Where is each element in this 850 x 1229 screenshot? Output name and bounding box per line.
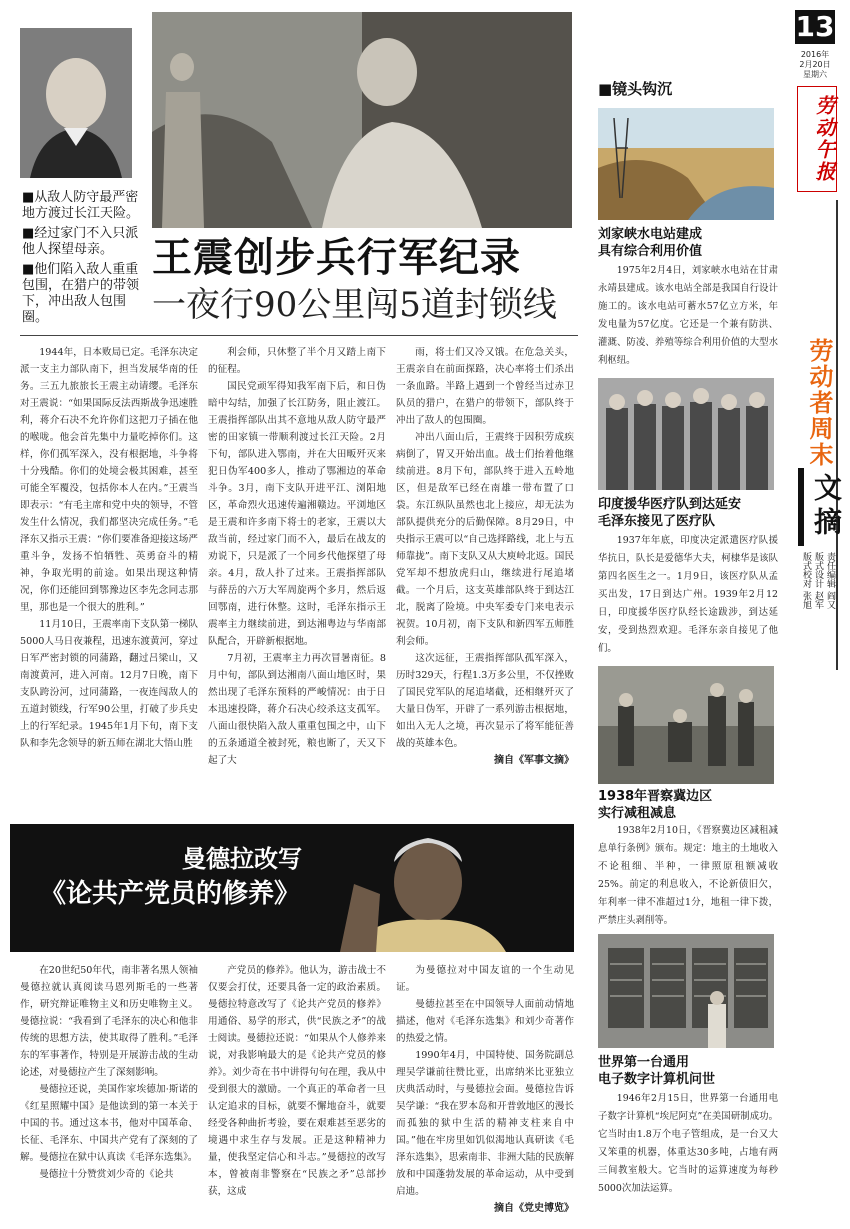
portrait-photo: [20, 28, 132, 178]
mandela-banner: [10, 824, 574, 952]
article-source: 摘自《军事文摘》: [494, 755, 574, 766]
eniac-photo: [598, 934, 774, 1048]
key-points: [22, 190, 140, 326]
sidebar-item-body: 1946年2月15日，世界第一台通用电子数字计算机“埃尼阿克”在美国研制成功。它当时由1.8万个电子管组成，是一台又大又笨重的机器，体重达30多吨，占地有两三间教室般大。它当时的运算速度为每秒5000次加法运算。: [598, 1093, 778, 1194]
credits: 责任编辑 阎又 版式设计 赵军 版式校对 张旭: [801, 552, 835, 609]
sidebar-item-body: 1938年2月10日，《晋察冀边区减租减息单行条例》颁布。规定：地主的土地收入不论租细、半种，一律照原租额减收25%。前定的利息收入，不论新债旧欠，年利率一律不准超过1分，地租一律下拨，严禁庄头剥削等。: [598, 825, 778, 926]
issue-date: 2016年 2月20日 星期六: [799, 50, 831, 79]
mandela-title-line2: 《论共产党员的修养》: [40, 879, 301, 909]
main-column-3: 雨，将士们又冷又饿。在危急关头，王震亲自在前面探路，决心率将士们杀出一条血路。半路上遇到一个曾经当过赤卫队员的猎户，在猎户的带领下，部队终于冲出了敌人的包围圈。 冲出八面山后，王震终于因积劳成疾病倒了，胃又开始出血。战士们抬着他继续前进。8月下旬，部队终于进入五岭地区，但是敌军已经在南雄一带布置了口袋。东江纵队虽然也北上接应，却无法为部队提供充分的后勤保障。8月29日，中央指示王震可以“自己选择路线，北上与五师靠拢”。南下支队又从大庾岭北返。国民党军却不想放虎归山，继续进行尾追堵截。一个月后，这支英雄部队终于到达江北，脱离了险境。中央军委专门来电表示祝贺。10月初，南下支队和新四军五师胜利会师。 这次远征，王震指挥部队孤军深入，历时329天，行程1.3万多公里，不仅挫败了国民党军队的尾追堵截，还相继歼灭了大量日伪军，开辟了一系列游击根据地，如出入无人之境，再次显示了将军能征善战的英雄本色。 摘自《军事文摘》: [396, 344, 574, 769]
sidebar-item-title: 1938年晋察冀边区 实行减租减息: [598, 789, 713, 821]
key-point: ■经过家门不入只派他人探望母亲。: [22, 226, 139, 257]
medical-team-photo: [598, 378, 774, 490]
mandela-title-line1: 曼德拉改写: [182, 845, 302, 873]
main-subheadline: 一夜行90公里闯5道封锁线: [152, 285, 557, 325]
section-subtitle: 文摘: [798, 468, 842, 546]
sidebar-item-title: 刘家峡水电站建成 具有综合利用价值: [598, 227, 703, 259]
article-source: 摘自《党史博览》: [494, 1203, 574, 1214]
mandela-column-1: 在20世纪50年代，南非著名黑人领袖曼德拉就认真阅读马恩列斯毛的一些著作，研究辩证唯物主义和历史唯物主义。曼德拉说：“我看到了毛泽东的决心和他非传统的思想方法，使其取得了胜利。”毛泽东的军事著作，特别是开展游击战的生动论述，对曼德拉产生了深刻影响。 曼德拉还说，美国作家埃德加·斯诺的《红星照耀中国》是他读到的第一本关于中国的书。通过这本书，他对中国革命、长征、毛泽东、中国共产党有了深刻的了解。曼德拉在狱中认真读《毛泽东选集》。 曼德拉十分赞赏刘少奇的《论共: [20, 965, 198, 1180]
farmers-photo: [598, 666, 774, 784]
main-column-1: 1944年，日本败局已定。毛泽东决定派一支主力部队南下，担当发展华南的任务。三五九旅旅长王震主动请缨。毛泽东对王震说：“如果国际反法西斯战争迅速胜利，蒋介石决不允许你们这把刀子插在他的喉咙。他会首先集中力量吃掉你们。这样，你们孤军深入，没有根据地，斗争将十分残酷。你们的处境会极其困难，甚至可能全军覆没，包括你本人在内。”王震当即表示：“有毛主席和党中央的领导，不管发生什么情况，我们都坚决完成任务。”毛泽东又指示王震：“你们要准备迎接这场严重斗争，发扬不怕牺牲、英勇奋斗的精神，争取光明的前途。如果出现这种情况，你们还能回到鄂豫边区李先念同志那里，那也是一个很大的胜利。” 11月10日，王震率南下支队第一梯队5000人马日夜兼程，迅速东渡黄河，穿过日军严密封锁的同蒲路，翻过吕梁山，又南渡黄河，进入河南。12月7日晚，南下支队跨汾河，过同蒲路，一夜连闯敌人的五道封锁线，行军90公里，打破了步兵史上的行军纪录。1945年1月下旬，南下支队和李先念领导的新五师在湖北大悟山胜: [20, 347, 198, 749]
sidebar-item-title: 世界第一台通用 电子数字计算机问世: [598, 1055, 716, 1087]
section-title: 劳动者周末: [805, 338, 833, 468]
sidebar-item-body: 1937年年底，印度决定派遣医疗队援华抗日，队长是爱德华大夫，柯棣华是该队第四名医生之一。1月9日，该医疗队从孟买出发，17日到达广州。1939年2月12日，印度援华医疗队经长途跋涉，到达延安，受到热烈欢迎。毛泽东亲自接见了他们。: [598, 535, 778, 654]
page-number-box: [795, 10, 835, 44]
dam-photo: [598, 108, 774, 220]
page-number: 13: [795, 10, 835, 43]
mandela-column-2: 产党员的修养》。他认为，游击战士不仅要会打仗，还要具备一定的政治素质。曼德拉特意改写了《论共产党员的修养》用通俗、易学的形式，供“民族之矛”的战士阅读。曼德拉还说：“如果从个人修养来说，对我影响最大的是《论共产党员的修养》。刘少奇在书中讲得句句在理，我从中受到很大的激励。一个真正的革命者一旦认定追求的目标，就要不懈地奋斗，就要经受各种曲折考验，要在艰难甚至恶劣的境遇中求生存与发展。正是这种精神力量，使我坚定信心和斗志。”曼德拉的改写本，曾被南非警察在“民族之矛”总部抄获，这成: [208, 965, 386, 1197]
key-point: ■他们陷入敌人重重包围，在猎户的带领下，冲出敌人包围圈。: [22, 262, 140, 325]
sidebar-item-body: 1975年2月4日，刘家峡水电站在甘肃永靖县建成。该水电站全部是我国自行设计施工的。该水电站可蓄水57亿立方米，年发电量为57亿度。它还是一个兼有防洪、灌溉、防凌、养殖等综合利用价值的大型水利枢纽。: [598, 265, 778, 366]
sidebar-header: ■镜头钩沉: [598, 80, 673, 98]
main-headline: 王震创步兵行军纪录: [152, 235, 521, 281]
sidebar-item-title: 印度援华医疗队到达延安 毛泽东接见了医疗队: [598, 497, 742, 529]
header-photo-soldier-phone: [152, 12, 572, 228]
mandela-column-3: 为曼德拉对中国友谊的一个生动见证。 曼德拉甚至在中国领导人面前动情地描述，他对《毛泽东选集》和刘少奇著作的热爱之情。 1990年4月，中国特使、国务院副总理吴学谦前往赞比亚，出席纳米比亚独立庆典活动时，与曼德拉会面。曼德拉告诉吴学谦：“我在罗本岛和开普敦地区的漫长而孤独的狱中生活的精神支柱来自中国。”他在牢房里如饥似渴地认真研读《毛泽东选集》，思索南非、非洲大陆的民族解放和中国蓬勃发展的革命运动，从中受到启迪。 摘自《党史博览》: [396, 962, 574, 1217]
masthead-logo: 劳动午报: [797, 86, 837, 192]
main-column-2: 利会师，只休整了半个月又踏上南下的征程。 国民党顽军得知我军南下后，和日伪暗中勾结，加强了长江防务，阻止渡江。王震指挥部队出其不意地从敌人防守最严密的田家镇一带顺利渡过长江天险。2月下旬，部队进入鄂南，并在大田畈歼灭来犯日伪军400多人，推动了鄂湘边的革命斗争。3月，南下支队开进平江、浏阳地区，革命烈火迅速传遍湘赣边。平浏地区是王震和许多南下将士的老家，王震以大敌当前，经过家门而不入，最后在战友的劝说下，只是派了一个同乡代他探望了母亲。4月，敌人扑了过来。王震指挥部队与薛岳的六万大军周旋两个多月，然后返回鄂南，进行休整。这时，毛泽东指示王震率主力继续前进，到达湘粤边与华南部队配合，开辟新根据地。 7月初，王震率主力再次冒暑南征。8月中旬，部队到达湘南八面山地区时，果然出现了毛泽东预料的严峻情况：由于日本迅速投降，蒋介石决心绞杀这支孤军。八面山很快陷入敌人重重包围之中，山下的五条通道全被封死，粮也断了，天又下起了大: [208, 347, 386, 766]
key-point: ■从敌人防守最严密地方渡过长江天险。: [22, 190, 140, 221]
